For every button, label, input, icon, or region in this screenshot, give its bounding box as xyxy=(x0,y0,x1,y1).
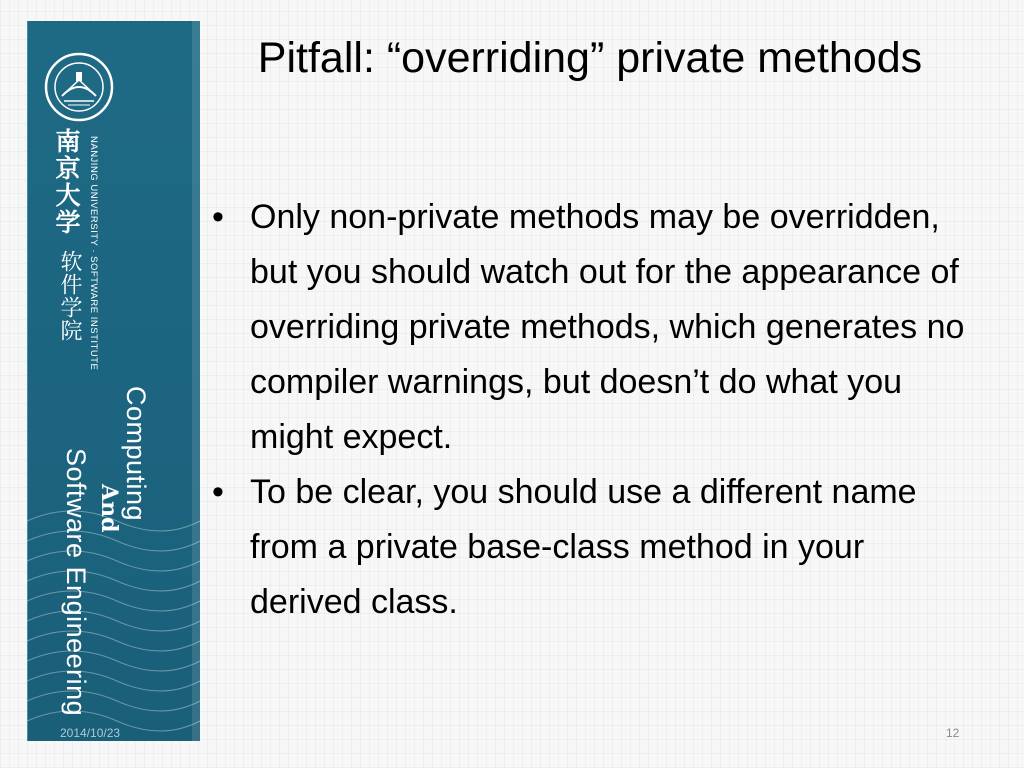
footer-date: 2014/10/23 xyxy=(60,726,121,740)
banner-computing-text: Computing xyxy=(121,386,151,522)
bullet-list xyxy=(210,190,980,630)
bullet-marker: • xyxy=(212,198,224,236)
bullet-item xyxy=(210,190,980,465)
bullet-item xyxy=(210,465,980,630)
bullet-text: To be clear, you should use a different name from a private base-class method in your derived class. xyxy=(250,473,917,621)
banner-software-engineering-text: Software Engineering xyxy=(61,448,91,717)
university-seal-icon xyxy=(44,52,114,122)
banner-and-text: And xyxy=(96,484,122,533)
university-name-cn: 南京大学 xyxy=(52,128,81,236)
page-number: 12 xyxy=(946,726,960,740)
bullet-text: Only non-private methods may be overridden, but you should watch out for the appearance of overriding private methods, which generates no compiler warnings, but doesn’t do what you might expect. xyxy=(250,198,965,456)
institute-name-cn: 软件学院 xyxy=(57,250,82,342)
slide-title: Pitfall: “overriding” private methods xyxy=(257,34,923,82)
university-name-en: NANJING UNIVERSITY · SOFTWARE INSTITUTE xyxy=(88,136,99,371)
bullet-marker: • xyxy=(212,473,224,511)
